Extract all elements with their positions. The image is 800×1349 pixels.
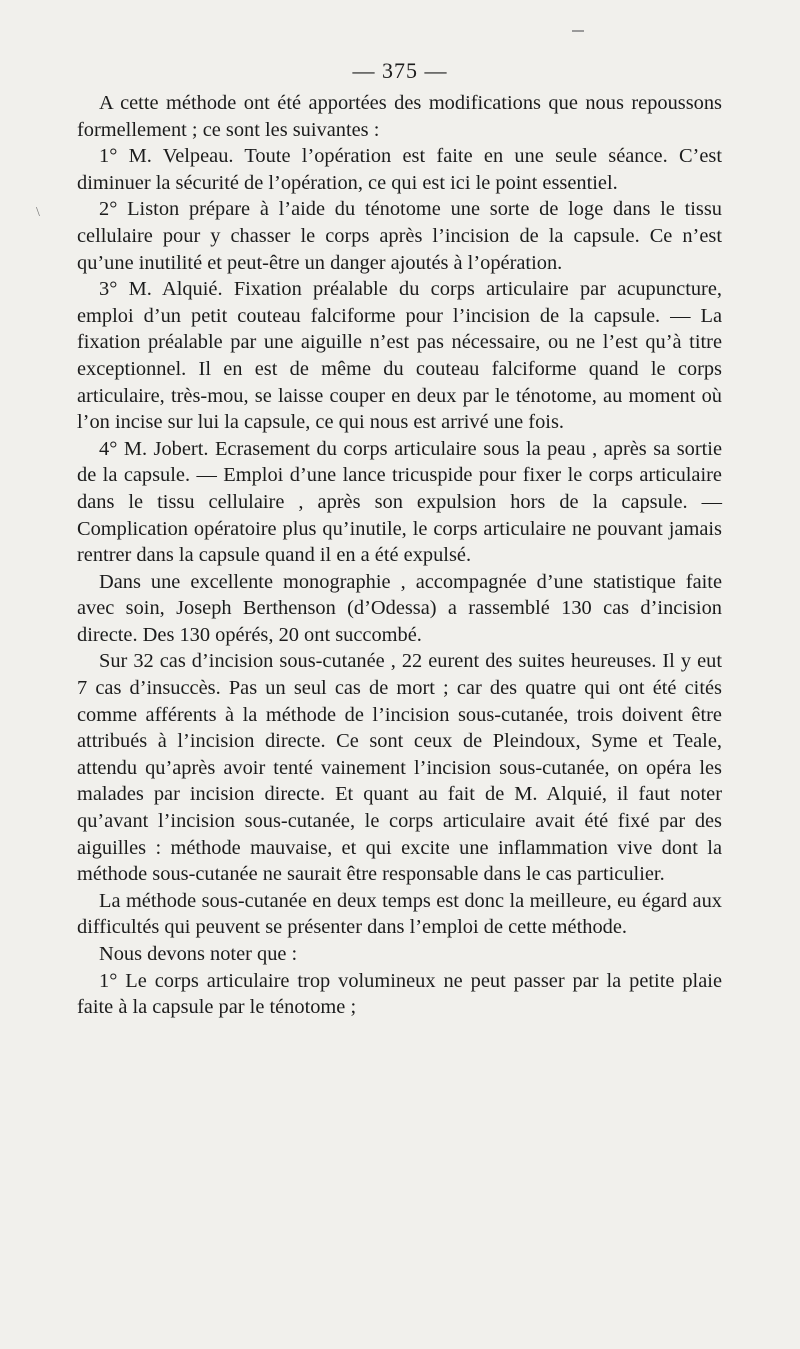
- body-text: [77, 90, 722, 1021]
- paragraph: A cette méthode ont été apportées des modifications que nous repoussons formellement ; ce sont les suivantes :: [77, 92, 722, 141]
- paragraph: 3° M. Alquié. Fixation préalable du corps articulaire par acupuncture, emploi d’un petit couteau falciforme pour l’incision de la capsule. — La fixation préalable par une aiguille n’est pas nécessaire, ou ne l’est qu’à titre exceptionnel. Il en est de même du couteau falciforme quand le corps articulaire, très-mou, se laisse couper en deux par le ténotome, au moment où l’on incise sur lui la capsule, ce qui nous est arrivé une fois.: [77, 278, 722, 434]
- paragraph: 1° M. Velpeau. Toute l’opération est faite en une seule séance. C’est diminuer la sécurité de l’opération, ce qui est ici le point essentiel.: [77, 145, 722, 194]
- paragraph: Sur 32 cas d’incision sous-cutanée , 22 eurent des suites heureuses. Il y eut 7 cas d’insuccès. Pas un seul cas de mort ; car des quatre qui ont été cités comme afférents à la méthode de l’incision sous-cutanée, trois doivent être attribués à l’incision directe. Ce sont ceux de Pleindoux, Syme et Teale, attendu qu’après avoir tenté vainement l’incision sous-cutanée, on opéra les malades par incision directe. Et quant au fait de M. Alquié, il faut noter qu’avant l’incision sous-cutanée, le corps articulaire avait été fixé par des aiguilles : méthode mauvaise, et qui excite une inflammation vive dont la méthode sous-cutanée ne saurait être responsable dans le cas particulier.: [77, 650, 722, 886]
- margin-tick: \: [36, 205, 40, 220]
- page-number-header: — 375 —: [352, 58, 448, 83]
- paragraph: Nous devons noter que :: [99, 943, 298, 965]
- paragraph: Dans une excellente monographie , accompagnée d’une statistique faite avec soin, Joseph Berthenson (d’Odessa) a rassemblé 130 cas d’incision directe. Des 130 opérés, 20 ont succombé.: [77, 570, 722, 646]
- paragraph: La méthode sous-cutanée en deux temps est donc la meilleure, eu égard aux difficultés qui peuvent se présenter dans l’emploi de cette méthode.: [77, 889, 722, 939]
- paragraph: 2° Liston prépare à l’aide du ténotome une sorte de loge dans le tissu cellulaire pour y chasser le corps après l’incision de la capsule. Ce n’est qu’une inutilité et peut-être un danger ajoutés à l’opération.: [77, 198, 722, 274]
- paragraph: 4° M. Jobert. Ecrasement du corps articulaire sous la peau , après sa sortie de la capsule. — Emploi d’une lance tricuspide pour fixer le corps articulaire dans le tissu cellulaire , après son expulsion hors de la capsule. — Complication opératoire plus qu’inutile, le corps articulaire ne pouvant jamais rentrer dans la capsule quand il en a été expulsé.: [77, 437, 722, 567]
- scan-mark: [572, 30, 584, 32]
- paragraph: 1° Le corps articulaire trop volumineux ne peut passer par la petite plaie faite à la capsule par le ténotome ;: [77, 969, 722, 1019]
